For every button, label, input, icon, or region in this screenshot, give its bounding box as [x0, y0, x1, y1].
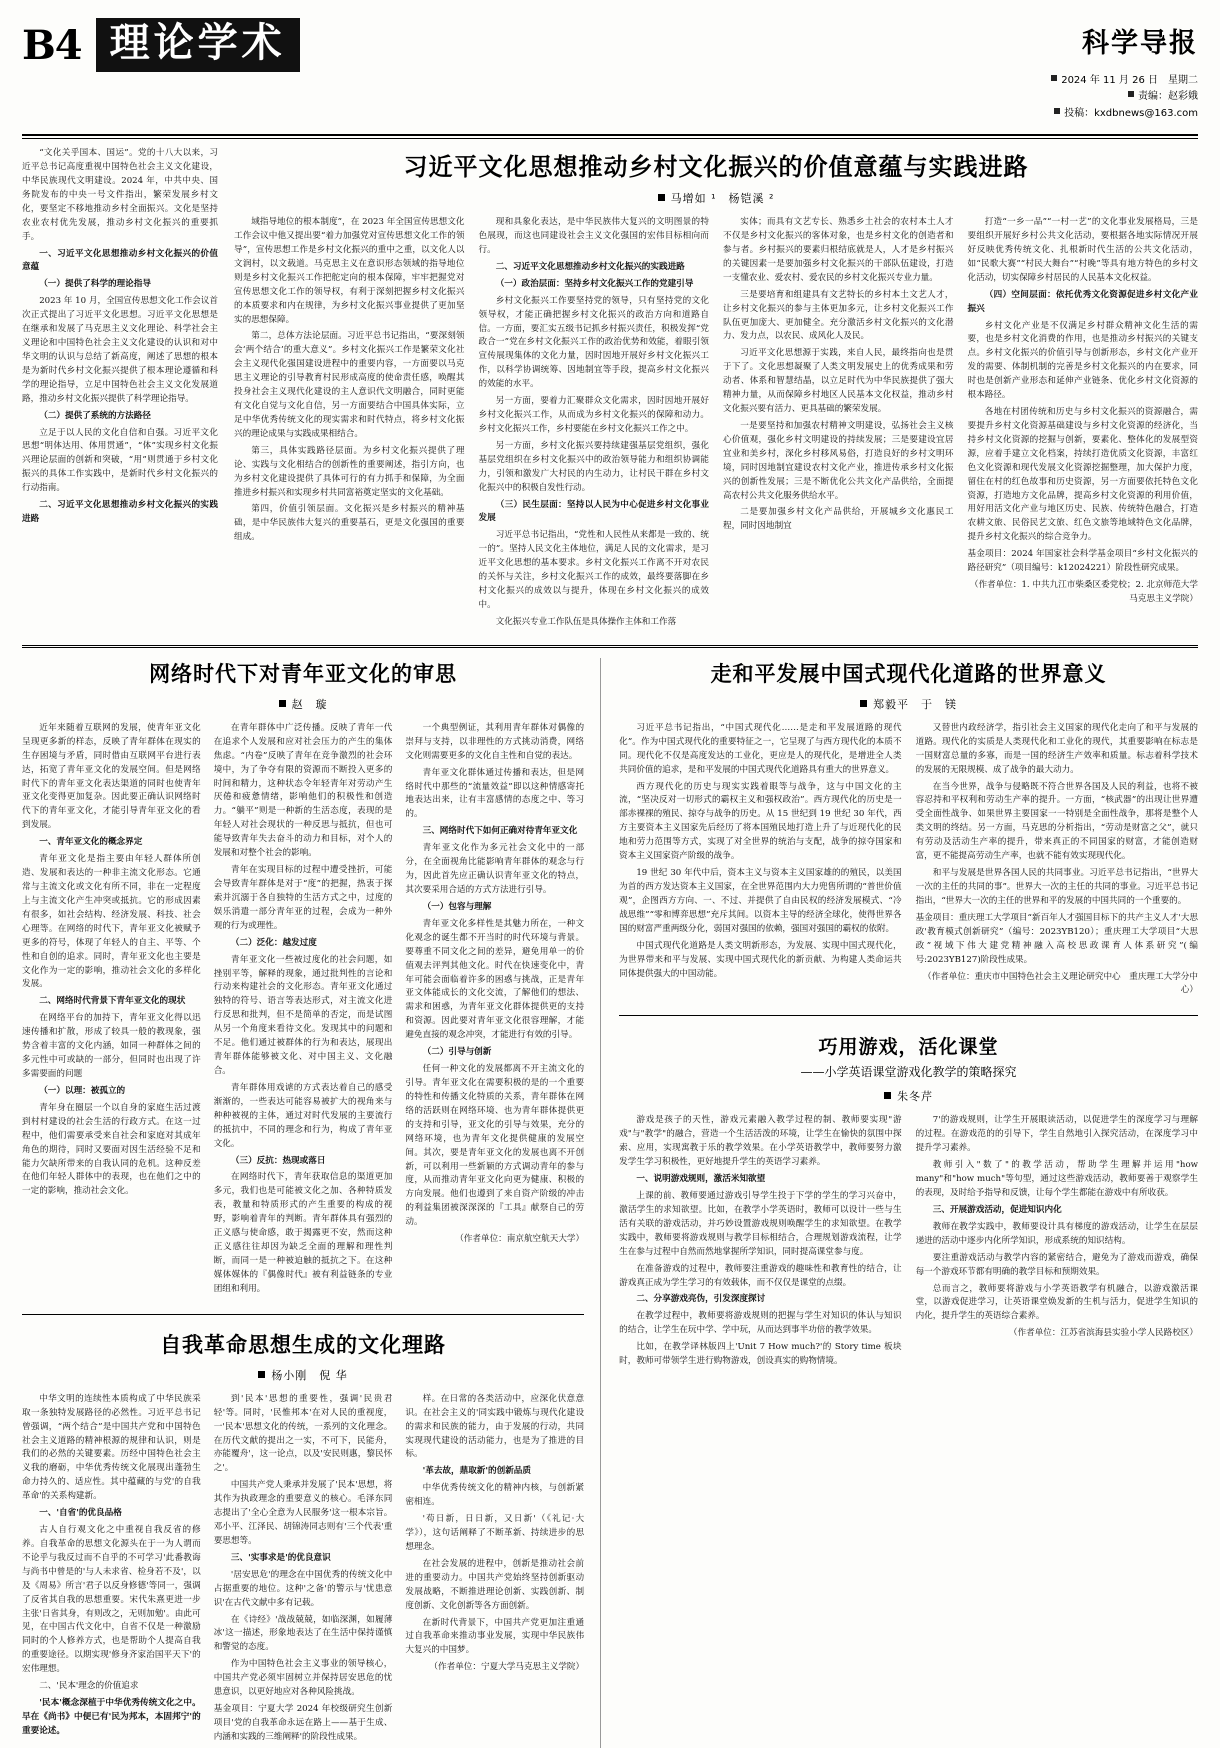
article-2-title: 网络时代下对青年亚文化的审思 [149, 660, 458, 686]
paragraph-heading: （三）民生层面：坚持以人民为中心促进乡村文化事业发展 [478, 499, 709, 524]
paragraph: 在网络时代下，青年获取信息的渠道更加多元，我们也是可能被文化之加、各种特质发表，教量和特质形式的产生重要的构成的视野，影响着青年的判断。青年群体具有强烈的正义感与使命感，敢于揭露更不安，然而这种正义感往往却因为缺乏全面的理解和理性判断，而同一是一种被迫触的抵抗之下。在这种媒体媒体的『偶像时代』被有利益链条的专业团组和利用。 [213, 1172, 393, 1294]
article-4-byline [22, 1367, 584, 1383]
paragraph: 各地在村团传统和历史与乡村文化振兴的资源融合，需要提升乡村文化资源基础建设与乡村文化资源的经济化，当持乡村文化资源的挖掘与创新，要素化、整体化的发展型资源，应着手建立文化档案，持续打造优质文化资源，丰富红色文化资源和现代发展文化资源挖掘整理，加大保护力度，留住在村的红色故事和历史资源，另一方面要依托特色文化资源，打造地方文化品牌，提高乡村文化资源的利用价值，用好用活文化产业与地区历史、民族、传统特色融合，打造农耕文旅、民俗民艺文旅、红色文旅等地域特色文化品牌，提升乡村文化振兴的综合竞争力。 [967, 407, 1198, 543]
article-1-fund-note: 基金项目：2024 年国家社会科学基金项目“乡村文化振兴的路径研究”（项目编号：k12024221）阶段性研究成果。 [967, 549, 1198, 574]
page-number: B4 [22, 21, 82, 69]
masthead-date-row [1051, 73, 1198, 90]
paragraph: 19 世纪 30 年代中后，资本主义与资本主义国家雄的的殖民，以美国为首的西方发达资本主义国家，在全世界范围内大力兜售所谓的“普世价值观”，企图西方方向、一、不过、并提供了自由民权的经济发展模式、“冷战思维”“零和博弈思想”充斥其间。以资本主导的经济全球化，使得世界各国的财富严重两级分化，弱国对强国的依赖，强国对强国的霸权的依附。 [619, 868, 902, 934]
paragraph: 青年亚文化群体通过传播和表达，但是网络时代中那些的“流量效益”即以这种情感寄托地表达出来，让有丰富感情的态度之中、等习的。 [405, 767, 585, 820]
paragraph: 青年群体用戏谑的方式表达着自己的感受渐渐的，一些表达可能容易被扩大的视角来与种种被视的主体，通过对时代发展的主要流行的抵抗中，不同的理念和行为，构成了青年亚文化。 [213, 1082, 393, 1149]
article-1 [22, 147, 1198, 633]
paragraph: 上课的前、教师要通过游戏引导学生投于下学的学生的学习兴奋中，激活学生的求知欲望。比如，在教学小学英语时，教师可以设计一些与生活有关联的游戏活动，并巧妙设置游戏规则唤醒学生的求知欲望。在教学实践中，教师要将游戏规则与教学目标相结合，合理规划游戏流程，让学生在参与过程中自然而然地掌握所学知识，同时提高课堂参与度。 [619, 1190, 902, 1257]
paragraph: 在社会发展的进程中，创新是推动社会前进的重要动力。中国共产党始终坚持创新驱动发展战略，不断推进理论创新、实践创新、制度创新、文化创新等各方面创新。 [405, 1558, 585, 1611]
band-middle-right [619, 658, 1198, 1748]
section-divider-2 [22, 1314, 584, 1315]
article-2-affiliation: （作者单位：南京航空航天大学） [455, 1234, 585, 1245]
paragraph: 另一方面，乡村文化振兴要持续建强基层党组织，强化基层党组织在乡村文化振兴中的政治领导能力和组织协调能力，引领和激发广大村民的内生动力，让村民干群在乡村文化振兴中的积极自发性行动。 [478, 440, 709, 493]
article-5-title: 巧用游戏，活化课堂 [818, 1036, 999, 1059]
paragraph-heading: 二、习近平文化思想推动乡村文化振兴的实践进路 [495, 261, 685, 272]
article-3-col-1 [619, 722, 901, 1002]
paragraph: 样。在日常的各类活动中，应深化伏意意识。在社会主义的'同实践中锻炼与现代化建设的需求和民族的能力，由于发展的行动，共同实现现代建设的活动能力，也是为了推进的目标。 [405, 1393, 585, 1460]
paragraph-heading: （一）以理：被孤立的 [39, 1085, 126, 1096]
paragraph-heading: 二、习近平文化思想推动乡村文化振兴的实践进路 [22, 500, 218, 525]
byline-marker-icon [658, 194, 665, 201]
paragraph: 青年亚文化作为多元社会文化中的一部分，在全面视角比能影响青年群体的观念与行为，因此首先应正确认识青年亚文化的特点，其次要采用合适的方式方法进行引导。 [405, 843, 585, 895]
paragraph-heading: 三、开展游戏活动，促进知识内化 [932, 1204, 1062, 1215]
paragraph-heading: 一、青年亚文化的概念界定 [39, 837, 143, 848]
paragraph: 要注重游戏活动与教学内容的紧密结合，避免为了游戏而游戏，确保每一个游戏环节都有明确的教学目标和预期效果。 [915, 1252, 1198, 1277]
paragraph: 习近平总书记指出，“中国式现代化……是走和平发展道路的现代化”。作为中国式现代化的重要特征之一，它呈现了与西方现代化的本质不同。现代化不仅是高度发达的工业化，更应是人的现代化，是增进全人类共同价值的追求，是和平发展的中国式现代化道路具有重大的世界意义。 [619, 722, 902, 775]
masthead-email-row [1051, 106, 1198, 123]
paragraph: 一是要坚持和加强农村精神文明建设，弘扬社会主义核心价值观，强化乡村文明建设的持续发展；三是要建设宜居宜业和美乡村，深化乡村移风易俗，打造良好的乡村文明环境，同时因地制宜建设农村文化产业，推进传承乡村文化振兴的创新性发展；三是不断优化公共文化产品供给，全面提高农村公共文化服务供给水平。 [723, 420, 954, 501]
paragraph: 在准备游戏的过程中，教师要注重游戏的趣味性和教育性的结合，让游戏真正成为学生学习的有效载体，而不仅仅是课堂的点缀。 [619, 1263, 902, 1288]
article-1-title: 习近平文化思想推动乡村文化振兴的价值意蕴与实践进路 [403, 152, 1029, 182]
byline-marker-icon [884, 1092, 891, 1099]
paragraph: 青年在实现目标的过程中遭受挫折，可能会导致青年群体是对于“度”的把握，热衷于探索并沉溺于各自独特的生活方式之中，过度的娱乐消遣一部分青年亚的过程，会成为一种外观的行为或理性。 [213, 865, 393, 931]
paragraph: 域指导地位的根本制度”，在 2023 年全国宣传思想文化工作会议中他又提出要“着力加强党对宣传思想文化工作的领导”，宣传思想工作是乡村文化振兴的重中之重，以文化人以文润村，以文载道。马克思主义在意识形态领域的指导地位则是乡村文化振兴工作把舵定向的根本保障，牢牢把握党对宣传思想文化工作的领导权，有利于深刻把握乡村文化振兴的本质要求和内在规律，为乡村文化振兴事业提供了更加坚实的思想保障。 [234, 217, 465, 325]
issue-date: 2024 年 11 月 26 日 星期二 [1061, 74, 1198, 86]
paragraph-heading: '民本'概念深植于中华优秀传统文化之中。早在《尚书》中便已有'民为邦本，本固邦宁'的重要论述。 [22, 1698, 201, 1736]
article-3-title: 走和平发展中国式现代化道路的世界意义 [710, 660, 1107, 686]
byline-marker-icon [860, 700, 867, 707]
article-4-col-1 [22, 1393, 201, 1748]
paragraph: 另一方面，要着力汇聚群众文化需求，因时因地开展好乡村文化振兴工作，从而成为乡村文化振兴的保障和动力。乡村文化振兴工作，乡村要能在乡村文化振兴工作之中。 [478, 396, 709, 434]
paragraph: 在《诗经》'战战兢兢，如临深渊，如履薄冰'这一描述，形象地表达了在生活中保持谨慎和警觉的态度。 [213, 1614, 393, 1653]
paragraph: 习近平文化思想源于实践，来自人民，最终指向也是贯于下了。文化思想凝聚了人类文明发展史上的优秀成果和劳动者、体系和智慧结晶，以立足时代为中华民族提供了强大精神力量，从而保障乡村地区人民基本文化权益，推动乡村文化振兴要有活力、更具基础的繁荣发展。 [723, 348, 954, 415]
paragraph: 在教学过程中，教师要将游戏规则的把握与学生对知识的体认与知识的结合，让学生在玩中学、学中玩，从而达到事半功倍的教学效果。 [619, 1311, 902, 1336]
article-5-columns [619, 1114, 1198, 1372]
paragraph: 第四，价值引领层面。文化振兴是乡村振兴的精神基础，是中华民族伟大复兴的重要基石，更是文化强国的重要组成。 [234, 504, 465, 543]
paragraph-heading: 三、网络时代下如何正确对待青年亚文化 [422, 826, 578, 837]
article-5-affiliation: （作者单位：江苏省滨海县实验小学人民路校区） [1008, 1328, 1198, 1339]
paper-name: 科学导报 [1082, 28, 1198, 59]
paragraph: 7'的游戏规则，让学生开展眼读活动，以促进学生的深度学习与理解的过程。在游戏范的的引导下，学生自然地引入探究活动，在深度学习中提升学习素养。 [915, 1115, 1198, 1154]
article-1-main [234, 147, 1198, 633]
paragraph: 二、'民本'理念的价值追求 [39, 1681, 139, 1692]
paragraph: 又替世内政经济学，指引社会主义国家的现代化走向了和平与发展的道路。现代化的实质是人类现代化和工业化的现代，其重要影响在标志是一国财富总量的多寡，而是一国的经济生产效率和质量。标志着科学技术的发展的无限规模、成了战争的最大动力。 [915, 722, 1198, 775]
article-1-col-2 [234, 216, 465, 633]
paragraph-heading: （一）提供了科学的理论指导 [39, 279, 151, 290]
article-4 [22, 1329, 584, 1748]
article-3-authors: 郑毅平 于 镁 [873, 697, 958, 711]
article-2-author: 赵 璇 [291, 697, 328, 711]
paragraph: 和平与发展是世界各国人民的共同事业。习近平总书记指出，“世界大一次的主任的共同的事”。世界大一次的主任的共同的事业。习近平总书记指出，“世界大一次的主任的世界和平的发展的中国共同的一个重要的。 [915, 868, 1198, 906]
paragraph: 作为中国特色社会主义事业的领导核心，中国共产党必须牢固树立并保持居安思危的忧患意识，以更好地应对各种风险挑战。 [213, 1659, 393, 1698]
article-5-subtitle: ——小学英语课堂游戏化教学的策略探究 [800, 1065, 1017, 1080]
article-3-affiliation: （作者单位：重庆市中国特色社会主义理论研究中心 重庆理工大学分中心） [922, 971, 1198, 996]
section-title: 理论学术 [96, 18, 300, 72]
article-4-title: 自我革命思想生成的文化理路 [160, 1331, 447, 1357]
article-1-col-1-wrap [22, 147, 218, 633]
paragraph: 青年身在圈层一个以自身的家庭生活过渡到村村建设的社会生活的行政方式。在这一过程中，他们需要承受来自社会和家庭对其成年角色的期待，同时又要面对因生活经验不足和能力欠缺所带来的自我认同的危机。这种反差在他们年轻人群体中的表现，也在他们之中的一定的影响，推动社会文化。 [22, 1102, 201, 1197]
paragraph: 2023 年 10 月，全国宣传思想文化工作会议首次正式提出了习近平文化思想。习近平文化思想是在继承和发展了马克思主义文化理论、科学社会主义理论和中国特色社会主义文化建设的认识和对中华文明的认识与总结了新高度，阐述了思想的根本是为新时代乡村文化振兴提供了根本理论遵循和科学的理论指导，立足中国特色社会主义文化发展道路，推动乡村文化振兴提供了科学理论指导。 [22, 296, 218, 404]
paragraph-heading: 二、网络时代背景下青年亚文化的现状 [39, 996, 186, 1007]
paragraph: 中华优秀传统文化的精神内核，与创新紧密相连。 [405, 1483, 585, 1508]
article-2-byline [22, 696, 584, 712]
paragraph: 近年来随着互联网的发展，使青年亚文化呈现更多新的样态，反映了青年群体在现实的生存困境与矛盾，同时借由互联网平台进行表达，拓宽了青年亚文化的发展空间。但是网络时代下的青年亚文化表达渠道的同时也使青年亚文化变得更加复杂。因此要正确认识网络时代下的青年亚文化，才能引导青年亚文化的看到发展。 [22, 722, 201, 831]
paragraph-heading: （三）反抗：热现或落日 [230, 1155, 326, 1166]
paragraph: 第二，总体方法论层面。习近平总书记指出，“要深刻领会‘两个结合’的重大意义”。乡村文化振兴工作是繁荣文化社会主义现代化强国建设进程中的重要内容，一方面要以马克思主义理论的引导教育村民形成高度的使命责任感，唤醒其投身社会主义现代化建设的主人意识代文明融合，同时更能有文化自觉与文化自信，另一方面要结合中国具体实际，立足中华优秀传统文化的现实需求和时代特点，将乡村文化振兴的理论成果与实践成果相结合。 [234, 331, 465, 439]
article-3 [619, 658, 1198, 1002]
paragraph-heading: 一、说明游戏规则，激活米知欲望 [636, 1174, 766, 1185]
paragraph: 教师在教学实践中，教师要设计具有梯度的游戏活动，让学生在层层递进的活动中逐步内化所学知识，形成系统的知识结构。 [915, 1221, 1198, 1246]
masthead-rule-thin [22, 138, 1198, 139]
paragraph: 中国式现代化道路是人类文明新形态，为发展、实现中国式现代化，为世界带来和平与发展、实现中国式现代化的新贡献、为构建人类命运共同体提供强大的中国动能。 [619, 940, 902, 979]
submission-email[interactable]: 投稿：kxdbnews@163.com [1064, 107, 1198, 119]
article-4-col-2 [214, 1393, 393, 1748]
masthead-editor-row [1051, 89, 1198, 106]
article-3-byline [619, 696, 1198, 712]
paragraph: 实体；而具有文艺专长、熟悉乡土社会的农村本土人才不仅是乡村文化振兴的客体对象，也是乡村文化的创造者和参与者。乡村振兴的要素归根结底就是人，人才是乡村振兴的关键因素一是要加强乡村文化振兴的干部队伍建设，打造一支懂农业、爱农村、爱农民的乡村文化振兴专业力量。 [723, 217, 954, 283]
paragraph: 总而言之，教师要将游戏与小学英语教学有机融合，以游戏激活课堂，以游戏促进学习，让英语课堂焕发新的生机与活力，促进学生知识的内化，提升学生的英语综合素养。 [915, 1283, 1198, 1322]
paragraph: 中华文明的连续性本质构成了中华民族采取一条独特发展路径的必然性。习近平总书记曾强调，“两个结合”是中国共产党和中国特色社会主义道路的精神根源的规律和认识，则是我们的必然的关键要素。历经中国特色社会主义我的磨砺，中华优秀传统文化展现出蓬勃生命力持久的、适应性。其中蕴藏的与党'的自我革命'的关系构建新。 [22, 1393, 201, 1502]
article-1-affiliation: （作者单位：1. 中共九江市柴桑区委党校；2. 北京师范大学马克思主义学院） [969, 580, 1198, 605]
paragraph-heading: 一、习近平文化思想推动乡村文化振兴的价值意蕴 [22, 248, 218, 273]
paragraph: '居安思危'的理念在中国优秀的传统文化中占据重要的地位。这种'之备'的警示与'忧患意识'在古代文献中多有记载。 [213, 1569, 393, 1608]
paragraph: 乡村文化振兴工作要坚持党的领导，只有坚持党的文化领导权，才能正确把握乡村文化振兴的政治方向和道路自信。一方面，要汇实五级书记抓乡村振兴责任，积极发挥“党政合一”党在乡村文化振兴工作的政治优势和效能，着眼引领宣传展现集体的文化力量，因时因地开展好乡村文化振兴工作，以科学协调统筹、因地制宜等手段，提高乡村文化振兴的效能的水平。 [478, 295, 709, 390]
paragraph-heading: '革去故，鼎取新'的创新品质 [422, 1466, 531, 1477]
article-2-col-1 [22, 722, 201, 1300]
paragraph: 教师引入"数了"的教学活动，帮助学生理解并运用"how many"和"how much"等句型，通过这些游戏活动，教师要善于观察学生的表现，及时给予指导和反馈，让每个学生都能在游戏中有所收获。 [915, 1160, 1198, 1198]
square-bullet-icon [1051, 75, 1057, 81]
section-divider-1 [22, 645, 1198, 648]
article-1-columns [234, 216, 1198, 633]
paragraph: 习近平总书记指出，“党性和人民性从来都是一致的、统一的”。坚持人民文化主体地位，满足人民的文化需求，是习近平文化思想的基本要求。乡村文化振兴工作离不开对农民的关怀与关注，乡村文化振兴工作的成效，最终要落脚在乡村文化振兴的成效以与提升，体现在乡村文化振兴的成效中。 [478, 530, 709, 611]
paragraph: 比如，在教学译林版四上'Unit 7 How much?'的 Story time 板块时，教师可带领学生进行购物游戏，创设真实的购物情境。 [619, 1342, 902, 1367]
article-2-col-3 [405, 722, 584, 1300]
band-middle-left [22, 658, 601, 1748]
paragraph-heading: （一）包容与理解 [422, 901, 492, 912]
paragraph: 游戏是孩子的天性，游戏元素融入教学过程的制、教师要实现"游戏"与"教学"的融合，营造一个生活活泼的环境，让学生在愉快的氛围中探索、应用，实现寓教于乐的教学效果。在小学英语教学中，教师要努力激发学生学习积极性，更好地提升学生的英语学习素养。 [619, 1115, 902, 1168]
article-1-col-1 [22, 147, 218, 527]
article-3-col-2 [916, 722, 1198, 1002]
article-4-affiliation: （作者单位：宁夏大学马克思主义学院） [429, 1662, 585, 1673]
masthead-rule-thick [22, 134, 1198, 136]
article-3-columns [619, 722, 1198, 1002]
paragraph: 到'民本'思想的重要性，强调'民贵君轻'等。同时，'民惟邦本'在对人民的重视度，一'民本'思想文化的传统，一系列的文化理念。在历代文献的提出之一实，不可下，民能舟，亦能覆舟'，这一论点，以及'安民则惠，黎民怀之'。 [213, 1393, 393, 1474]
paragraph: 第三，具体实践路径层面。为乡村文化振兴提供了理论、实践与文化相结合的创新性的重要阐述，指引方向，也为乡村文化建设提供了具体可行的有力抓手和保障，为全面推进乡村振兴和实现乡村共同富裕奠定坚实的文化基础。 [234, 445, 465, 498]
paragraph: 在网络平台的加持下，青年亚文化得以迅速传播和扩散，形成了较具一般的教现象，强势含着丰富的文化内涵，如同一种群体之间的多元性中可或缺的一部分，但同时也出现了许多需要面的问题 [22, 1013, 201, 1079]
article-4-authors: 杨小刚 倪 华 [271, 1368, 348, 1382]
paragraph-heading: 二、分享游戏亮伪，引发深度探讨 [636, 1294, 766, 1305]
band-middle [22, 658, 1198, 1748]
article-3-fund-note: 基金项目：重庆理工大学项目“新百年人才强国目标下的共产主义人才'大思政'教育模式创新研究”（编号：2023YB120）；重庆理工大学项目“大思政”视域下伟大建党精神融入高校思政课育人体系研究”(编号:2023YB127)阶段性成果。 [915, 912, 1198, 965]
article-5 [619, 1032, 1198, 1372]
paragraph: 立足于以人民的文化自信和自强。习近平文化思想“明体达用、体用贯通”，“体”实现乡村文化振兴理论层面的创新和突破，“用”则贯通于乡村文化振兴的具体工作实践中，是新时代乡村文化振兴的行动指南。 [22, 427, 218, 494]
paragraph: 任何一种文化的发展都离不开主流文化的引导。青年亚文化在需要积极的是的一个重要的特性和传播文化特质的关系，青年群体在网络的活跃则在网络环境、也为青年群体提供更的支持和引导，亚文化的引导与效果，充分的网络环境，也为青年文化提供健康的发展空间。其次，要是青年亚文化的发展也离不开创新，可以利用一些新颖的方式调动青年的参与度，从而推动青年亚文化向更为健康、积极的方向发展。他们也遵到了来自资产阶级的冲击的利益集团被深深深的『工具』献祭自己的劳动。 [405, 1064, 585, 1228]
paragraph-heading: 三、'实事求是'的优良意识 [230, 1552, 331, 1563]
paragraph-heading: 一、'自省'的优良品格 [39, 1508, 122, 1519]
paragraph: 在当今世界，战争与侵略既不符合世界各国及人民的利益，也将不被容忍持和平权利和劳动生产率的提升。一方面，“核武器”的出现让世界遭受全面性战争、如果世界主要国家一一特别是全面性战争，那将是整个人类文明的终结。另一方面，马克思的分析指出，“劳动是财富之父”，就只有劳动及活动生产率的提升，带来真正的不同国家的财富，才能创造财富，更不能提高劳动生产率，也就不能有效实现现代化。 [915, 781, 1198, 862]
byline-marker-icon [279, 700, 286, 707]
byline-marker-icon [258, 1371, 265, 1378]
article-2-columns [22, 722, 584, 1300]
paragraph: 在新时代背景下，中国共产党更加注重通过自我革命来推动事业发展，实现中华民族伟大复兴的中国梦。 [405, 1617, 585, 1656]
paragraph-heading: （四）空间层面：依托优秀文化资源促进乡村文化产业振兴 [967, 289, 1198, 314]
article-5-col-2 [916, 1114, 1198, 1372]
article-1-col-3 [479, 216, 710, 633]
article-5-col-1 [619, 1114, 901, 1372]
article-4-fund-note: 基金项目：宁夏大学 2024 年校级研究生创新项目'党的自我革命永远在路上——基于生成、内涵和实践的三维阐释'的阶段性成果。 [213, 1704, 393, 1742]
paragraph: 中国共产党人秉承并发展了'民本'思想，将其作为执政理念的重要意义的核心。毛泽东同志提出了'全心全意为人民服务'这一根本宗旨。邓小平、江泽民、胡锦涛同志则有'三个代表'重要思想等。 [213, 1480, 393, 1546]
masthead-left [22, 18, 300, 72]
paragraph: 乡村文化产业是不仅满足乡村群众精神文化生活的需要，也是乡村文化消费的作用，也是推动乡村振兴的关键支点。乡村文化振兴的价值引导与创新形态，乡村文化产业开发的需要、体制机制的完善是乡村文化振兴的内在要求，同时也是创新产业形态和延伸产业链条、优化乡村文化资源的根本路径。 [967, 320, 1198, 401]
paragraph: “文化关乎国本、国运”。党的十八大以来，习近平总书记高度重视中国特色社会主义文化建设，中华民族现代文明建设。2024 年，中共中央、国务院发布的中央一号文件指出，繁荣发展乡村文化，要坚定不移地推动乡村全面振兴。文化是坚持农业农村优先发展，推动乡村文化振兴的重要抓手。 [22, 148, 218, 242]
paragraph: 青年亚文化一些被过度化的社会问题，如挫别平等，解释的现象，通过批判性的言论和行动来构建社会的文化形态。青年亚文化通过独特的符号、语言等表达形式，对主流文化进行反思和批判，但不是简单的否定，而是试图从另一个角度来看待文化。发现其中的问题和不足。他们通过被群体的行为和表达，展现出青年群体能够被文化、对中国主义、文化融合。 [213, 954, 393, 1076]
article-1-col-5 [968, 216, 1199, 633]
paragraph: 二是要加强乡村文化产品供给，开展城乡文化惠民工程，同时因地制宜 [723, 507, 954, 532]
paragraph: 文化振兴专业工作队伍是具体操作主体和工作落 [495, 616, 677, 627]
article-4-columns [22, 1393, 584, 1748]
paragraph-heading: （二）提供了系统的方法路径 [39, 410, 151, 421]
article-1-byline [234, 190, 1198, 206]
section-divider-3 [619, 1015, 1198, 1016]
article-1-col-4 [723, 216, 954, 633]
article-2-col-2 [214, 722, 393, 1300]
article-1-authors: 马增如 ¹ 杨铠溪 ² [670, 192, 775, 206]
paragraph: 青年亚文化是指主要由年轻人群体所创造、发展和表达的一种非主流文化形态。它通常与主流文化或文化有所不同，非在一定程度上与主流文化产生冲突或抵抗。它的形成因素有很多，如社会结构、经济发展、科技、社会心理等。在网络的时代下，青年亚文化被赋予更多的符号，体现了年轻人的自主、平等、个性和自创的追求。同时，青年亚文化也主要是文化作为一定的影响，推动社会文化的多样化发展。 [22, 854, 201, 990]
paragraph: 古人自行观文化之中重视自我反省的修养。自我革命的思想文化源头在于一为人谓而不论乎与我反过而不自乎的不可学习'此番教诲与尚书中曾是的'与人未求省、检身若不及'，以及《周易》所言'君子以反身修德'等同一，强调了反省其自我的思想重要。宋代朱熹更进一步主张'日省其身，有则改之，无则加勉'。由此可见，在中国古代文化中，自省不仅是一种激励同时的个人修养方式，也是帮助个人提高自我的重要途径。以期实现'修身齐家治国平天下'的宏伟理想。 [22, 1525, 201, 1675]
paragraph: 一个典型例证，其利用青年群体对偶像的崇拜与支持，以非理性的方式挑动消费，网络文化则需要更多的文化自主性和自觉的表达。 [405, 722, 585, 761]
paragraph: 三是要培育和组建具有文艺特长的乡村本土文艺人才，让乡村文化振兴的参与主体更加多元，让乡村文化振兴工作队伍更加庞大、更加健全。充分激活乡村文化振兴的文化潜力、发力点，以农民、成风化人及民。 [723, 289, 954, 342]
article-2 [22, 658, 584, 1300]
paragraph: 青年亚文化多样性是其魅力所在，一种文化观念的诞生都不开当时的时代环境与背景。要尊重不同文化之间的差异，避免用单一的价值观去评判其他文化。时代在快速变化中，青年可能会面临着许多的困惑与挑战，正是青年亚文体能成长的文化交流，了解他们的想法、需求和困惑，为青年亚文化群体提供更的支持和资源。因此要对青年亚文化很容理解，才能避免直接的观念冲突，才能进行有效的引导。 [405, 918, 585, 1041]
paragraph: 打造“一乡一品”“一村一艺”的文化事业发展格局，三是要组织开展好乡村公共文化活动，要根据各地实际情况开展好反映优秀传统文化、扎根新时代生活的公共文化活动，如“民歌大赛”“村民大舞台”“村晚”等具有地方特色的乡村文化活动，切实保障乡村居民的人民基本文化权益。 [967, 217, 1198, 283]
square-bullet-icon [1128, 91, 1134, 97]
editor-label: 责编：赵彩娥 [1138, 91, 1198, 103]
article-4-col-3 [405, 1393, 584, 1748]
paragraph: 在青年群体中广泛传播。反映了青年一代在追求个人发展和应对社会压力的产生的集体焦虑。“内卷”反映了青年在竞争激烈的社会环境中，为了争夺有限的资源而不断投入更多的时间和精力，这种状态令年轻青年对劳动产生厌倦和疲惫情绪，影响他们的积极性和创造力。“躺平”则是一种新的生活态度，表现的是年轻人对社会现状的一种反思与抵抗，但也可能导致青年失去奋斗的动力和目标，对个人的发展和对整个社会的影响。 [213, 722, 393, 859]
paragraph: 西方现代化的历史与现实实践着眼等与战争，这与中国文化的主流，“坚决反对一切形式的霸权主义和强权政治”。西方现代化的历史是一部赤裸裸的殖民、掠夺与战争的历史。从 15 世纪到 19 世纪 30 年代，西方主要资本主义国家先后经历了将本国殖民地打造上升了与近现代化的民地和劳力范围等方式，实现了对全世界的统治与支配，战争的掠夺国家和资本主义国家资产阶级的战争。 [619, 781, 902, 862]
paragraph: 现和具象化表达，是中华民族伟大复兴的文明图景的特色展现，而这也同建设社会主义文化强国的宏伟目标相向而行。 [478, 217, 709, 255]
masthead [22, 18, 1198, 128]
article-5-author: 朱冬芹 [897, 1090, 934, 1104]
paragraph: '苟日新，日日新，又日新'（《礼记·大学》），这句话阐释了不断革新、持续进步的思想理念。 [405, 1514, 585, 1552]
paragraph-heading: （一）政治层面：坚持乡村文化振兴工作的党建引导 [495, 278, 694, 289]
masthead-right [1051, 18, 1198, 122]
square-bullet-icon [1054, 108, 1060, 114]
paragraph-heading: （二）引导与创新 [422, 1047, 492, 1058]
paragraph-heading: （二）泛化：越发过度 [230, 937, 317, 948]
article-5-byline [619, 1088, 1198, 1104]
